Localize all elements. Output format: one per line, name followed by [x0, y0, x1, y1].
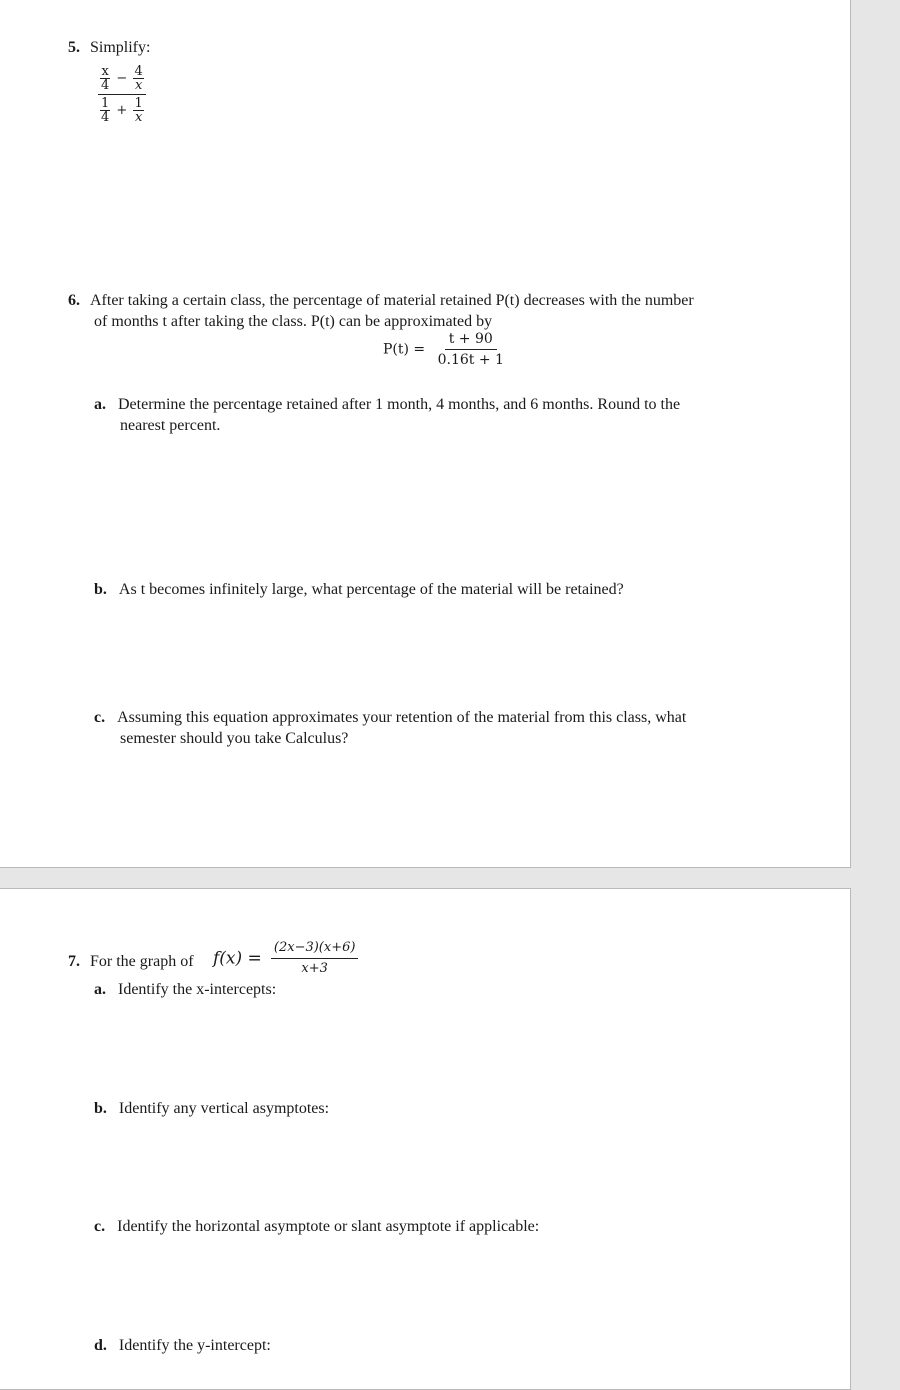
- part-label: a.: [94, 981, 106, 998]
- formula-numerator: t + 90: [445, 330, 497, 350]
- part-text: Identify the horizontal asymptote or slant asymptote if applicable:: [117, 1218, 540, 1235]
- part-label: b.: [94, 1100, 107, 1117]
- part-text: Identify the y-intercept:: [118, 1337, 271, 1354]
- question-5: [68, 37, 150, 58]
- question-text-line: After taking a certain class, the percentage of material retained P(t) decreases with the number: [90, 292, 694, 309]
- fraction-part: 4: [101, 78, 110, 93]
- function-denominator: x+3: [301, 961, 328, 976]
- fraction-part: x: [134, 78, 143, 93]
- part-label: d.: [94, 1337, 107, 1354]
- question-prompt: Simplify:: [90, 39, 151, 56]
- question-text-line: of months t after taking the class. P(t) can be approximated by: [94, 313, 493, 330]
- part-label: a.: [94, 396, 106, 413]
- complex-fraction-numerator: [98, 65, 146, 95]
- question-number: 7.: [68, 953, 80, 970]
- worksheet-page-2: [0, 888, 851, 1390]
- question-number: 5.: [68, 39, 80, 56]
- complex-fraction-denominator: [98, 95, 146, 124]
- part-label: c.: [94, 1218, 106, 1235]
- question-7b: [94, 1098, 329, 1119]
- fraction-part: 1: [134, 96, 143, 111]
- retention-formula: [383, 330, 508, 369]
- question-6c: [94, 707, 686, 728]
- part-text: nearest percent.: [120, 417, 221, 434]
- question-7: [68, 951, 194, 972]
- fraction-part: x: [134, 110, 143, 125]
- question-6: [68, 290, 694, 311]
- operator: +: [116, 103, 128, 118]
- function-definition: [213, 939, 358, 978]
- fraction-part: 1: [101, 96, 110, 111]
- part-text: Identify the x-intercepts:: [118, 981, 277, 998]
- part-label: c.: [94, 709, 106, 726]
- question-number: 6.: [68, 292, 80, 309]
- part-text: Identify any vertical asymptotes:: [118, 1100, 330, 1117]
- formula-lhs: P(t) =: [383, 341, 426, 358]
- part-text: Assuming this equation approximates your retention of the material from this class, what: [117, 709, 687, 726]
- function-name: f(x) =: [213, 948, 262, 969]
- question-7c: [94, 1216, 539, 1237]
- fraction-part: 4: [101, 110, 110, 125]
- fraction-part: 4: [134, 64, 143, 79]
- function-numerator: (2x−3)(x+6): [271, 939, 359, 959]
- question-6b: [94, 579, 624, 600]
- part-text: Determine the percentage retained after 1 month, 4 months, and 6 months. Round to the: [118, 396, 681, 413]
- question-6a: [94, 394, 680, 415]
- part-label: b.: [94, 581, 107, 598]
- fraction-part: x: [101, 64, 109, 79]
- question-7a: [94, 979, 276, 1000]
- part-text: As t becomes infinitely large, what percentage of the material will be retained?: [118, 581, 624, 598]
- formula-denominator: 0.16t + 1: [437, 352, 504, 368]
- operator: −: [116, 71, 128, 86]
- complex-fraction: [98, 65, 146, 124]
- question-7d: [94, 1335, 271, 1356]
- part-text: semester should you take Calculus?: [120, 730, 349, 747]
- question-text: For the graph of: [90, 953, 194, 970]
